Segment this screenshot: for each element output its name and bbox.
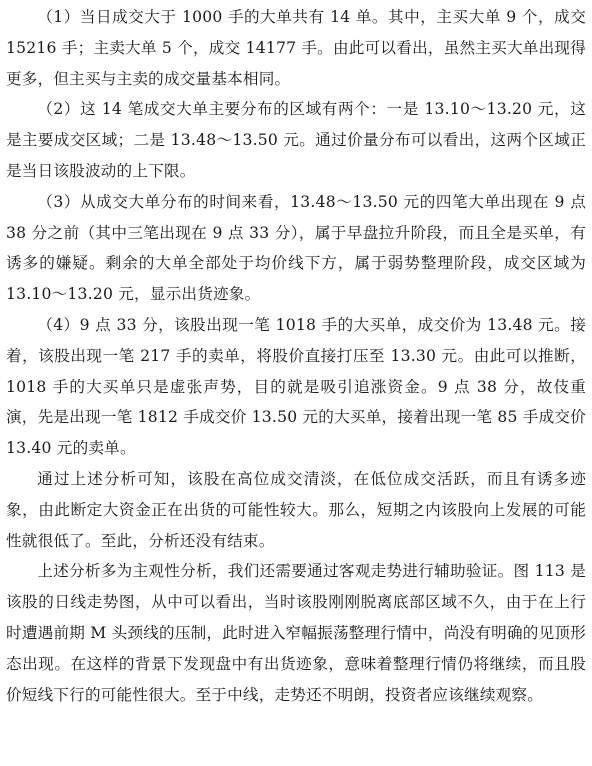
paragraph-1: （1）当日成交大于 1000 手的大单共有 14 单。其中，主买大单 9 个，成交 15216 手；主卖大单 5 个，成交 14177 手。由此可以看出，虽然主买大单出现得更多，但主买与主卖的成交量基本相同。 [6, 8, 586, 88]
paragraph-6: 上述分析多为主观性分析，我们还需要通过客观走势进行辅助验证。图 113 是该股的日线走势图，从中可以看出，当时该股刚刚脱离底部区域不久，由于在上行时遭遇前期 M 头颈线的压制，此时进入窄幅振荡整理行情中，尚没有明确的见顶形态出现。在这样的背景下发现盘中有出货迹象，意味着整理行情仍将继续，而且股价短线下行的可能性很大。至于中线，走势还不明朗，投资者应该继续观察。 [6, 562, 586, 704]
paragraph-5: 通过上述分析可知，该股在高位成交清淡，在低位成交活跃，而且有诱多迹象，由此断定大资金正在出货的可能性较大。那么，短期之内该股向上发展的可能性就很低了。至此，分析还没有结束。 [6, 469, 586, 550]
paragraph-2: （2）这 14 笔成交大单主要分布的区域有两个：一是 13.10～13.20 元，这是主要成交区域；二是 13.48～13.50 元。通过价量分布可以看出，这两个区域正是当日该股波动的上下限。 [6, 100, 586, 180]
paragraph-3: （3）从成交大单分布的时间来看，13.48～13.50 元的四笔大单出现在 9 点 38 分之前（其中三笔出现在 9 点 33 分），属于早盘拉升阶段，而且全是买单，有诱多的嫌疑。剩余的大单全部处于均价线下方，属于弱势整理阶段，成交区域为 13.10～13.20 元，显示出货迹象。 [6, 192, 586, 304]
paragraph-4: （4）9 点 33 分，该股出现一笔 1018 手的大买单，成交价为 13.48 元。接着，该股出现一笔 217 手的卖单，将股价直接打压至 13.30 元。由此可以推断，1018 手的大买单只是虚张声势，目的就是吸引追涨资金。9 点 38 分，故伎重演，先是出现一笔 1812 手成交价 13.50 元的大买单，接着出现一笔 85 手成交价 13.40 元的卖单。 [6, 315, 586, 458]
